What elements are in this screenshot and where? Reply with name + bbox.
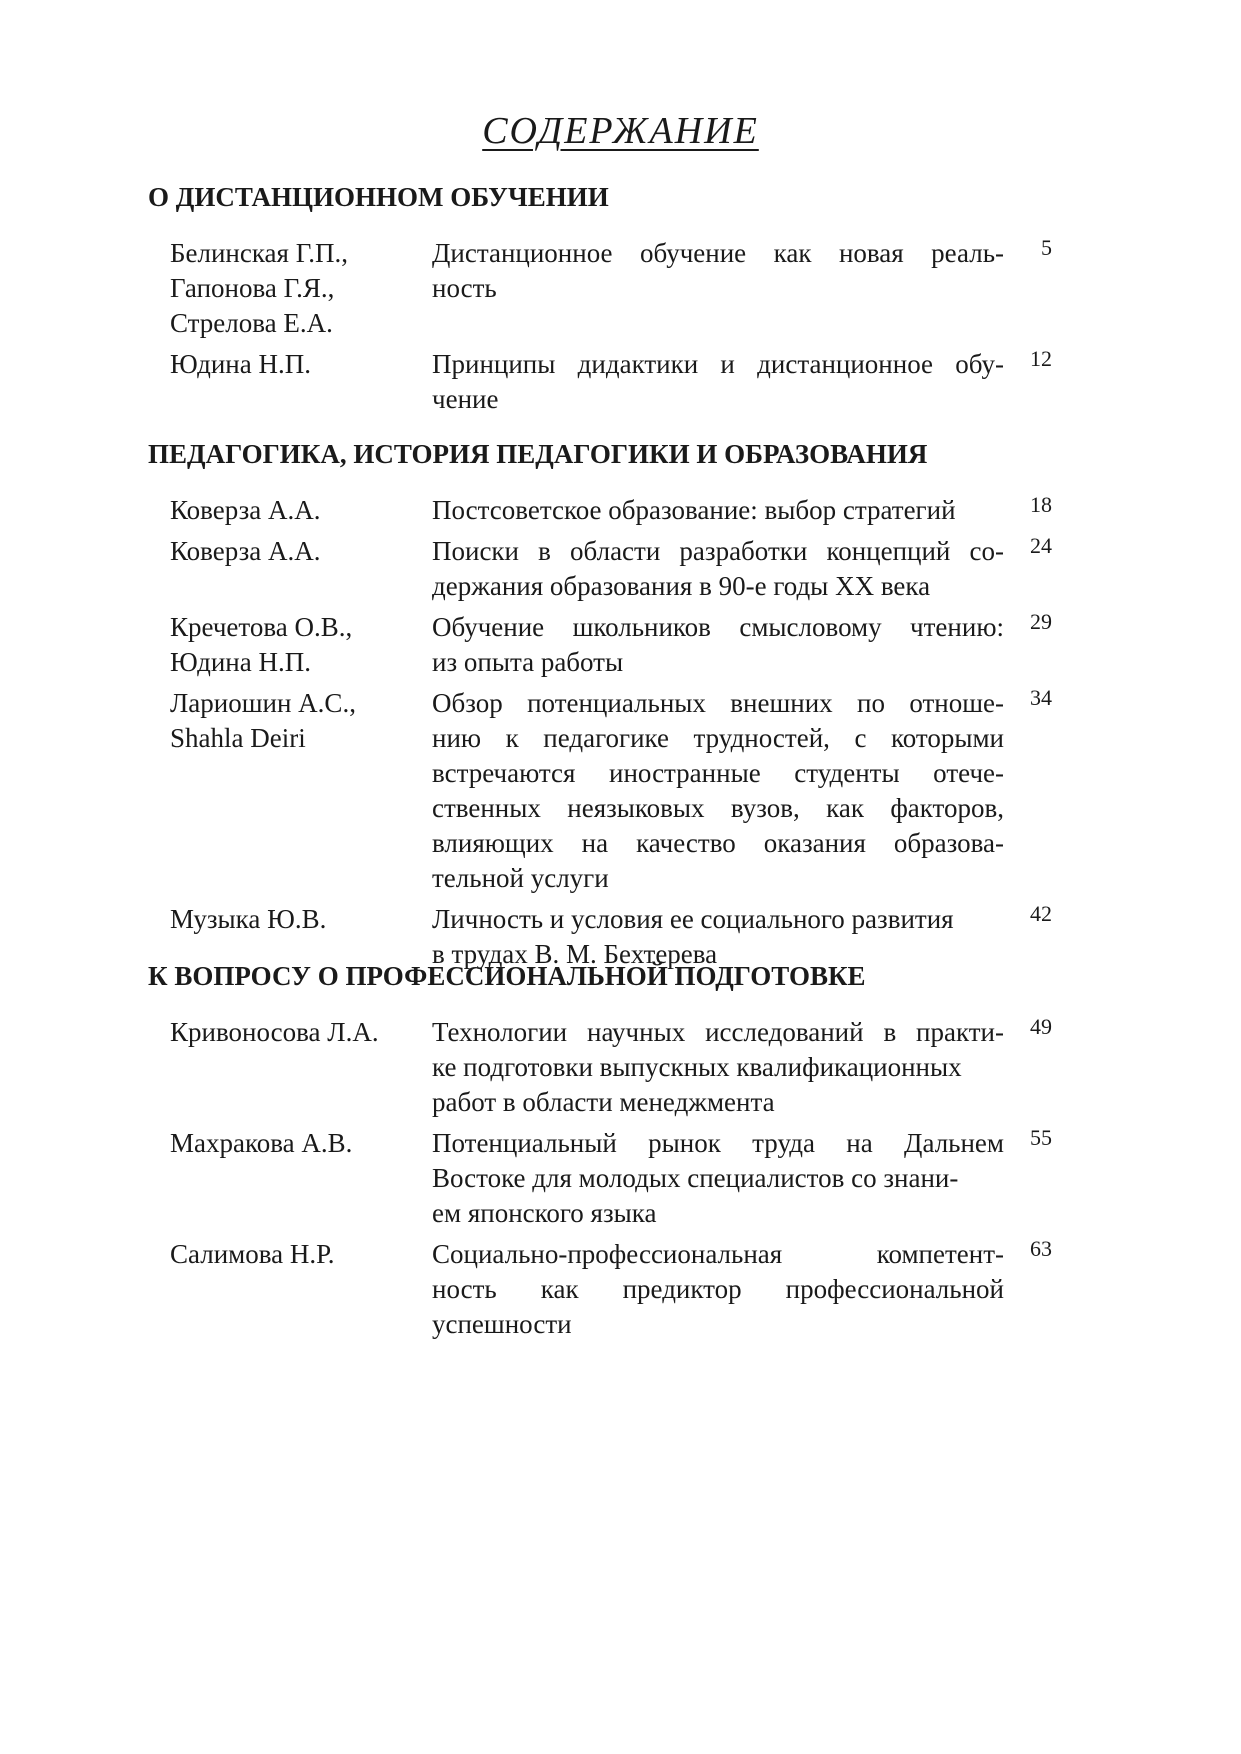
author-name: Кривоносова Л.А.: [170, 1017, 379, 1047]
author-name: Белинская Г.П.,: [170, 238, 349, 268]
title-line: ность: [432, 273, 497, 303]
toc-entry[interactable]: [148, 1126, 1068, 1231]
author-name: Махракова А.В.: [170, 1128, 353, 1158]
title-line: ем японского языка: [432, 1198, 657, 1228]
entry-page-number: 5: [1041, 235, 1052, 260]
author-name: Коверза А.А.: [170, 495, 321, 525]
entry-title: [432, 686, 1004, 896]
toc-entry[interactable]: [148, 686, 1068, 896]
author-name: Shahla Deiri: [170, 723, 306, 753]
title-line: Социально-профессиональная компетент-: [432, 1239, 1004, 1269]
author-name: Юдина Н.П.: [170, 349, 311, 379]
title-line: влияющих на качество оказания образова-: [432, 828, 1004, 858]
title-line: встречаются иностранные студенты отече-: [432, 758, 1004, 788]
title-line: Технологии научных исследований в практи-: [432, 1017, 1004, 1047]
entry-title: [432, 347, 1004, 417]
entry-title: [432, 493, 1004, 528]
entry-authors: [170, 493, 432, 528]
entry-page-number: 29: [1030, 609, 1052, 634]
title-line: из опыта работы: [432, 647, 624, 677]
entry-title: [432, 610, 1004, 680]
author-name: Кречетова О.В.,: [170, 612, 353, 642]
title-line: Востоке для молодых специалистов со знани-: [432, 1163, 959, 1193]
author-name: Музыка Ю.В.: [170, 904, 327, 934]
entry-title: [432, 236, 1004, 306]
title-line: нию к педагогике трудностей, с которыми: [432, 723, 1004, 753]
entry-authors: [170, 686, 432, 756]
entry-authors: [170, 1237, 432, 1272]
entry-page-number: 12: [1030, 346, 1052, 371]
title-line: чение: [432, 384, 499, 414]
title-line: Постсоветское образование: выбор стратегий: [432, 495, 956, 525]
author-name: Юдина Н.П.: [170, 647, 311, 677]
entry-page-number: 18: [1030, 492, 1052, 517]
entry-title: [432, 1126, 1004, 1231]
title-line: ность как предиктор профессиональной: [432, 1274, 1004, 1304]
title-line: Поиски в области разработки концепций со-: [432, 536, 1004, 566]
toc-entry[interactable]: [148, 493, 1068, 528]
section-heading: О ДИСТАНЦИОННОМ ОБУЧЕНИИ: [148, 182, 609, 212]
author-name: Стрелова Е.А.: [170, 308, 333, 338]
toc-entry[interactable]: [148, 610, 1068, 680]
entry-authors: [170, 236, 432, 341]
entry-page-number: 55: [1030, 1125, 1052, 1150]
author-name: Салимова Н.Р.: [170, 1239, 335, 1269]
toc-entry[interactable]: [148, 534, 1068, 604]
section-distance-learning: [148, 180, 1068, 423]
title-line: Обучение школьников смысловому чтению:: [432, 612, 1004, 642]
title-line: ственных неязыковых вузов, как факторов,: [432, 793, 1004, 823]
entry-page-number: 24: [1030, 533, 1052, 558]
entry-authors: [170, 902, 432, 937]
entry-authors: [170, 610, 432, 680]
entry-authors: [170, 347, 432, 382]
toc-title: [0, 112, 1241, 150]
section-heading: ПЕДАГОГИКА, ИСТОРИЯ ПЕДАГОГИКИ И ОБРАЗОВАНИЯ: [148, 439, 928, 469]
author-name: Гапонова Г.Я.,: [170, 273, 335, 303]
author-name: Лариошин А.С.,: [170, 688, 356, 718]
title-line: Личность и условия ее социального развития: [432, 904, 954, 934]
section-professional-training: [148, 959, 1068, 1348]
entry-title: [432, 1015, 1004, 1120]
entry-page-number: 49: [1030, 1014, 1052, 1039]
entry-authors: [170, 534, 432, 569]
toc-entry[interactable]: [148, 1015, 1068, 1120]
title-line: в трудах В. М. Бехтерева: [432, 939, 718, 969]
entry-page-number: 42: [1030, 901, 1052, 926]
title-line: работ в области менеджмента: [432, 1087, 775, 1117]
title-line: успешности: [432, 1309, 572, 1339]
title-line: держания образования в 90-е годы XX века: [432, 571, 931, 601]
entry-authors: [170, 1015, 432, 1050]
toc-entry[interactable]: [148, 347, 1068, 417]
entry-authors: [170, 1126, 432, 1161]
title-line: Дистанционное обучение как новая реаль-: [432, 238, 1004, 268]
title-line: тельной услуги: [432, 863, 609, 893]
entry-title: [432, 1237, 1004, 1342]
toc-entry[interactable]: [148, 1237, 1068, 1342]
section-heading: К ВОПРОСУ О ПРОФЕССИОНАЛЬНОЙ ПОДГОТОВКЕ: [148, 961, 866, 991]
entry-page-number: 63: [1030, 1236, 1052, 1261]
entry-title: [432, 534, 1004, 604]
toc-title-text: СОДЕРЖАНИЕ: [482, 110, 759, 152]
title-line: Обзор потенциальных внешних по отноше-: [432, 688, 1004, 718]
toc-entry[interactable]: [148, 236, 1068, 341]
title-line: ке подготовки выпускных квалификационных: [432, 1052, 962, 1082]
author-name: Коверза А.А.: [170, 536, 321, 566]
title-line: Принципы дидактики и дистанционное обу-: [432, 349, 1004, 379]
title-line: Потенциальный рынок труда на Дальнем: [432, 1128, 1004, 1158]
section-pedagogy-history: [148, 437, 1068, 978]
entry-page-number: 34: [1030, 685, 1052, 710]
